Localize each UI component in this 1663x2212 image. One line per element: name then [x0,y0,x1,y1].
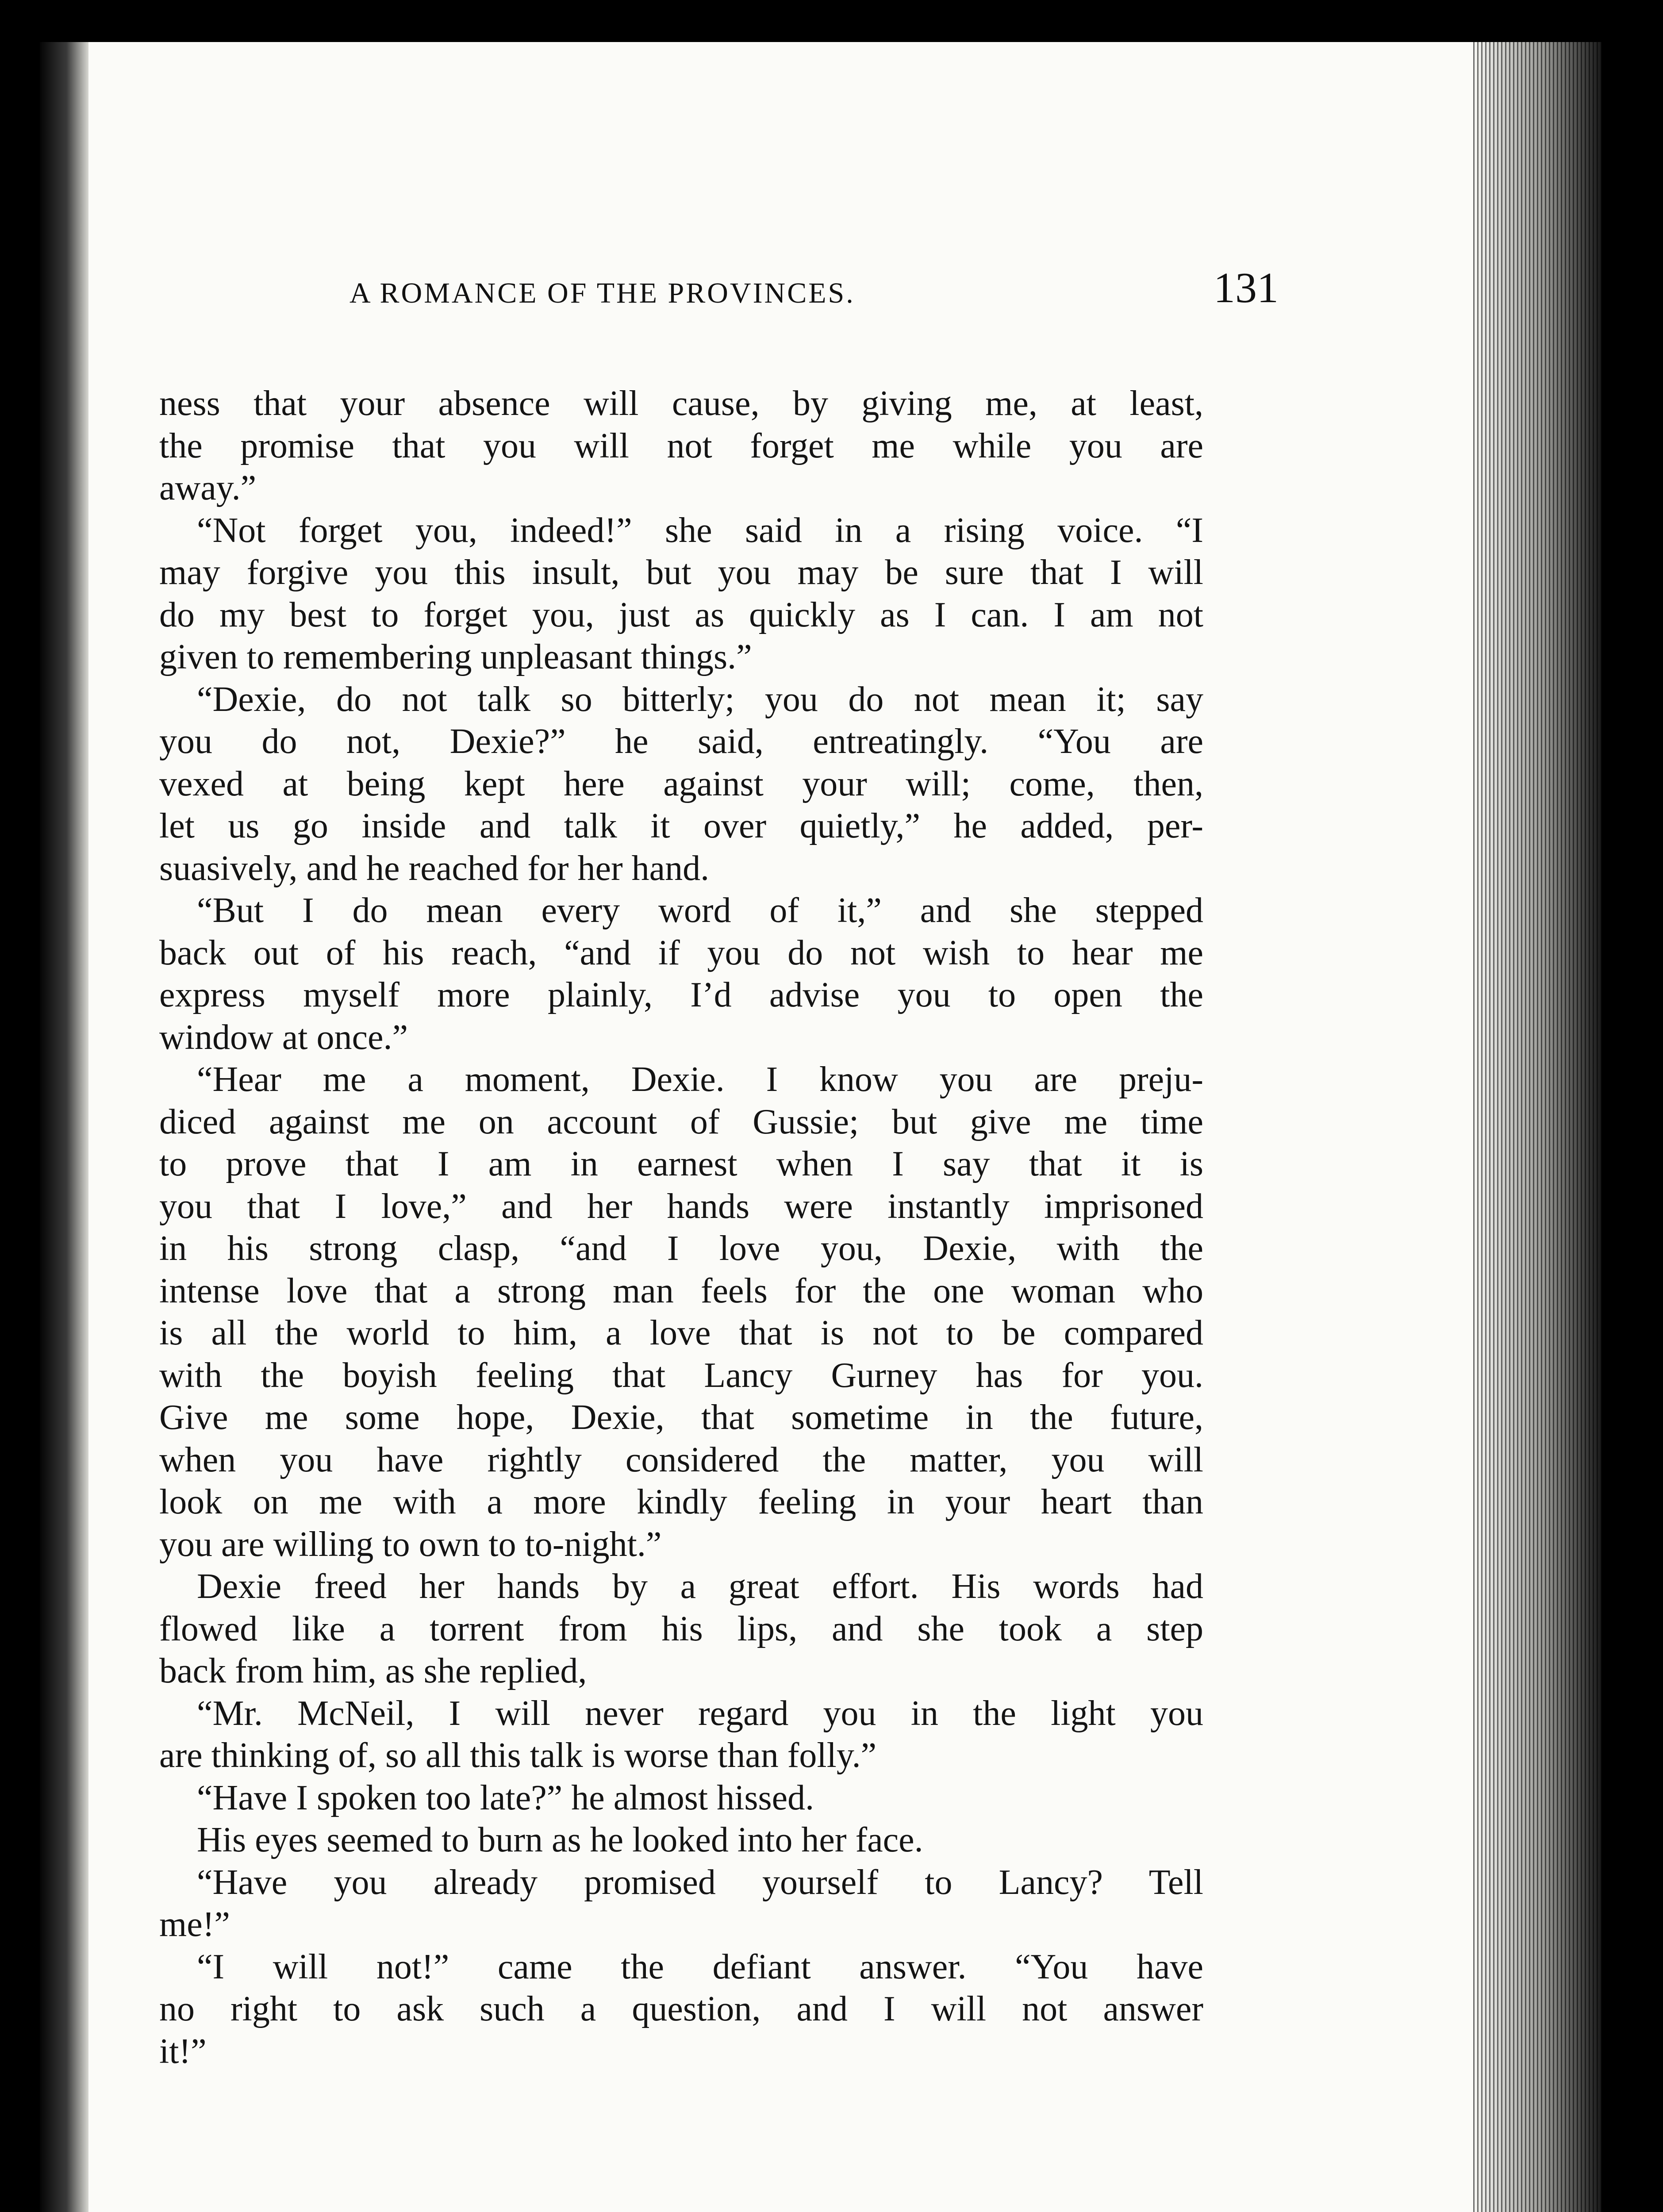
text-line: no right to ask such a question, and I will not answer [159,1989,1203,2028]
text-line: look on me with a more kindly feeling in your heart than [159,1482,1203,1521]
text-line: Give me some hope, Dexie, that sometime in the future, [159,1398,1203,1437]
text-line: intense love that a strong man feels for the one woman who [159,1271,1203,1310]
text-line: His eyes seemed to burn as he looked into her face. [197,1820,923,1859]
text-line: back out of his reach, “and if you do not wish to hear me [159,933,1203,972]
text-line: “Hear me a moment, Dexie. I know you are preju- [197,1060,1203,1099]
text-line: in his strong clasp, “and I love you, Dexie, with the [159,1229,1203,1268]
text-line: express myself more plainly, I’d advise you to open the [159,975,1203,1014]
text-line: ness that your absence will cause, by giving me, at least, [159,384,1203,423]
text-line: you are willing to own to to-night.” [159,1525,662,1564]
text-line: me!” [159,1905,230,1944]
text-line: to prove that I am in earnest when I say that it is [159,1144,1203,1183]
text-line: “Have you already promised yourself to Lancy? Tell [197,1863,1203,1902]
text-line: you do not, Dexie?” he said, entreatingly. “You are [159,722,1203,761]
text-line: back from him, as she replied, [159,1651,587,1690]
text-line: you that I love,” and her hands were instantly imprisoned [159,1187,1203,1226]
text-line: “Not forget you, indeed!” she said in a rising voice. “I [197,511,1203,550]
text-line: may forgive you this insult, but you may be sure that I will [159,553,1203,592]
text-line: are thinking of, so all this talk is worse than folly.” [159,1736,877,1775]
text-line: given to remembering unpleasant things.” [159,637,752,676]
text-line: “Mr. McNeil, I will never regard you in the light you [197,1694,1203,1733]
text-line: “Dexie, do not talk so bitterly; you do not mean it; say [197,680,1203,719]
text-line: with the boyish feeling that Lancy Gurney has for you. [159,1356,1203,1395]
running-title: A ROMANCE OF THE PROVINCES. [349,277,855,309]
text-line: diced against me on account of Gussie; but give me time [159,1102,1203,1141]
text-line: “Have I spoken too late?” he almost hissed. [197,1778,814,1817]
text-line: Dexie freed her hands by a great effort. His words had [197,1567,1203,1606]
text-line: the promise that you will not forget me while you are [159,426,1203,465]
book-page [40,42,1602,2212]
body-text [159,383,1203,2073]
text-line: let us go inside and talk it over quietly,” he added, per- [159,806,1203,845]
binding-shadow [40,42,88,2212]
text-line: “I will not!” came the defiant answer. “You have [197,1947,1203,1986]
page-header [349,263,1279,325]
text-line: is all the world to him, a love that is not to be compared [159,1313,1203,1352]
text-line: vexed at being kept here against your will; come, then, [159,764,1203,803]
text-line: away.” [159,469,257,507]
text-line: do my best to forget you, just as quickly as I can. I am not [159,595,1203,634]
text-line: suasively, and he reached for her hand. [159,849,710,888]
text-line: it!” [159,2032,207,2071]
page-number: 131 [1214,264,1279,312]
text-line: “But I do mean every word of it,” and she stepped [197,891,1203,930]
page-edge-shadow [1473,42,1602,2212]
text-line: window at once.” [159,1018,408,1057]
text-line: flowed like a torrent from his lips, and she took a step [159,1609,1203,1648]
text-line: when you have rightly considered the matter, you will [159,1440,1203,1479]
